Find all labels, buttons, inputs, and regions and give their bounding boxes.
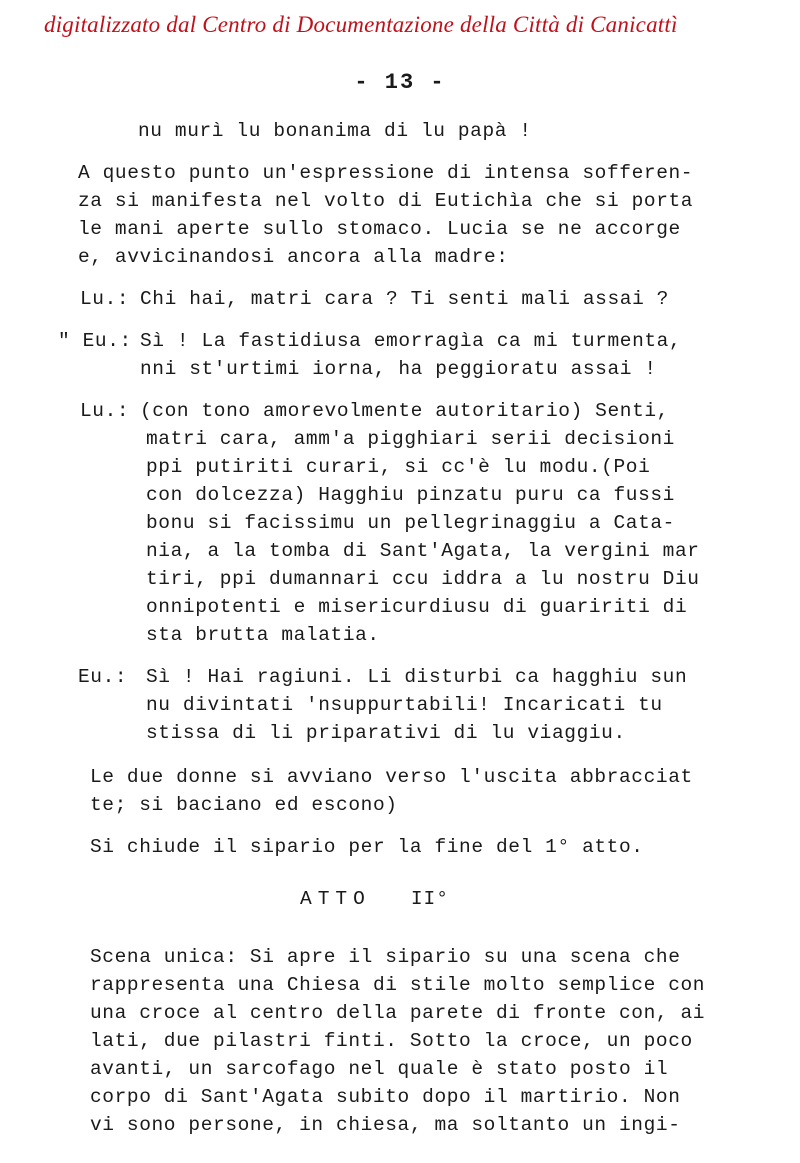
dialogue-line: (con tono amorevolmente autoritario) Senti, <box>140 400 669 422</box>
dialogue-line: onnipotenti e misericurdiusu di guaririti di <box>146 596 688 618</box>
dialogue-line: matri cara, amm'a pigghiari serii decisioni <box>146 428 675 450</box>
stage-direction-line: te; si baciano ed escono) <box>90 794 398 816</box>
dialogue-line: con dolcezza) Hagghiu pinzatu puru ca fussi <box>146 484 675 506</box>
dialogue-line: nni st'urtimi iorna, ha peggioratu assai ! <box>140 358 657 380</box>
stage-direction-line: Le due donne si avviano verso l'uscita abbracciat <box>90 766 693 788</box>
digitization-watermark: digitalizzato dal Centro di Documentazione della Città di Canicattì <box>44 12 678 37</box>
dialogue-line: Sì ! La fastidiusa emorragìa ca mi turmenta, <box>140 330 682 352</box>
scene-description-line: lati, due pilastri finti. Sotto la croce, un poco <box>90 1030 693 1052</box>
scene-description-line: una croce al centro della parete di fronte con, ai <box>90 1002 706 1024</box>
dialogue-line: ppi putiriti curari, si cc'è lu modu.(Poi <box>146 456 651 478</box>
dialogue-line: Sì ! Hai ragiuni. Li disturbi ca hagghiu sun <box>146 666 688 688</box>
scene-description-line: Scena unica: Si apre il sipario su una scena che <box>90 946 681 968</box>
dialogue-line: bonu si facissimu un pellegrinaggiu a Cata- <box>146 512 675 534</box>
act-heading <box>300 888 449 910</box>
dialogue-line: nu divintati 'nsuppurtabili! Incaricati tu <box>146 694 663 716</box>
scene-description-line: vi sono persone, in chiesa, ma soltanto un ingi- <box>90 1114 681 1136</box>
scene-description-line: corpo di Sant'Agata subito dopo il martirio. Non <box>90 1086 681 1108</box>
dialogue-line: stissa di li priparativi di lu viaggiu. <box>146 722 626 744</box>
stage-direction-line: e, avvicinandosi ancora alla madre: <box>78 246 509 268</box>
page-number: - 13 - <box>354 70 446 95</box>
speaker-label: Lu.: <box>80 288 130 310</box>
dialogue-line: sta brutta malatia. <box>146 624 380 646</box>
speaker-label: Eu.: <box>78 666 128 688</box>
stage-direction-line: za si manifesta nel volto di Eutichìa che si porta <box>78 190 694 212</box>
act-title: ATTO <box>300 888 371 910</box>
dialogue-continuation: nu murì lu bonanima di lu papà ! <box>138 120 532 142</box>
stage-direction-line: le mani aperte sullo stomaco. Lucia se ne accorge <box>78 218 681 240</box>
dialogue-line: Chi hai, matri cara ? Ti senti mali assai ? <box>140 288 669 310</box>
speaker-label: Lu.: <box>80 400 130 422</box>
stage-direction-line: A questo punto un'espressione di intensa sofferen- <box>78 162 694 184</box>
speaker-label: " Eu.: <box>58 330 132 352</box>
scene-description-line: avanti, un sarcofago nel quale è stato posto il <box>90 1058 669 1080</box>
act-number: II° <box>410 888 449 910</box>
dialogue-line: tiri, ppi dumannari ccu iddra a lu nostru Diu <box>146 568 700 590</box>
dialogue-line: nia, a la tomba di Sant'Agata, la vergini mar <box>146 540 700 562</box>
scene-description-line: rappresenta una Chiesa di stile molto semplice con <box>90 974 706 996</box>
stage-direction-line: Si chiude il sipario per la fine del 1° atto. <box>90 836 644 858</box>
